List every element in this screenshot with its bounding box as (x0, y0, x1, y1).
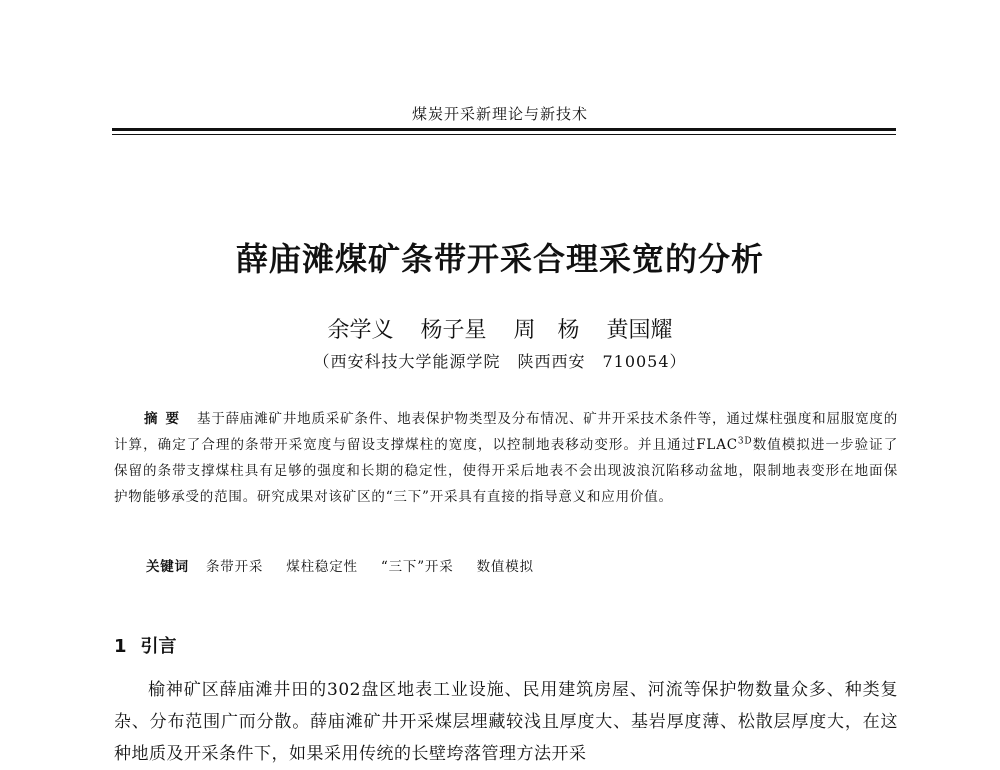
abstract-text-part-1: 基于薛庙滩矿井地质采矿条件、地表保护物类型及分布情况、矿井开采技术条件等，通过煤柱强度和屈服宽度的计算，确定了合理的条带开采宽度与留设支撑煤柱的宽度，以控制地表移动变形。并且通过 (114, 411, 898, 453)
paper-title: 薛庙滩煤矿条带开采合理采宽的分析 (235, 240, 764, 278)
body-paragraph: 榆神矿区薛庙滩井田的302盘区地表工业设施、民用建筑房屋、河流等保护物数量众多、种类复杂、分布范围广而分散。薛庙滩矿井开采煤层埋藏较浅且厚度大、基岩厚度薄、松散层厚度大，在这种地质及开采条件下，如果采用传统的长壁垮落管理方法开采 (114, 680, 898, 764)
flac-software-name: FLAC (696, 437, 738, 453)
section-title: 引言 (140, 636, 177, 657)
author-name: 杨子星 (420, 318, 487, 343)
keywords (146, 555, 896, 575)
author-affiliation: （西安科技大学能源学院 陕西西安 710054） (313, 352, 687, 371)
abstract (114, 406, 898, 510)
abstract-text-part-2: 数值模拟进一步验证了保留的条带支撑煤柱具有足够的强度和长期的稳定性，使得开采后地表不会出现波浪沉陷移动盆地，限制地表变形在地面保护物能够承受的范围。研究成果对该矿区的“三下”开采具有直接的指导意义和应用价值。 (114, 437, 899, 505)
keyword: 煤柱稳定性 (286, 559, 358, 575)
keywords-label: 关键词 (146, 559, 189, 575)
running-header: 煤炭开采新理论与新技术 (411, 105, 588, 123)
flac-superscript: 3D (737, 436, 753, 447)
keyword: “三下”开采 (380, 559, 454, 575)
author-name: 余学义 (327, 318, 394, 343)
author-name: 黄国耀 (606, 318, 673, 343)
author-name: 周 杨 (513, 318, 580, 343)
section-heading (114, 632, 177, 658)
header-rule-thick (112, 128, 896, 131)
section-number: 1 (114, 636, 127, 657)
keyword: 条带开采 (206, 559, 264, 575)
author-list (0, 313, 1000, 344)
abstract-label: 摘要 (144, 411, 188, 427)
header-rule-thin (112, 134, 896, 135)
keyword: 数值模拟 (476, 559, 534, 575)
